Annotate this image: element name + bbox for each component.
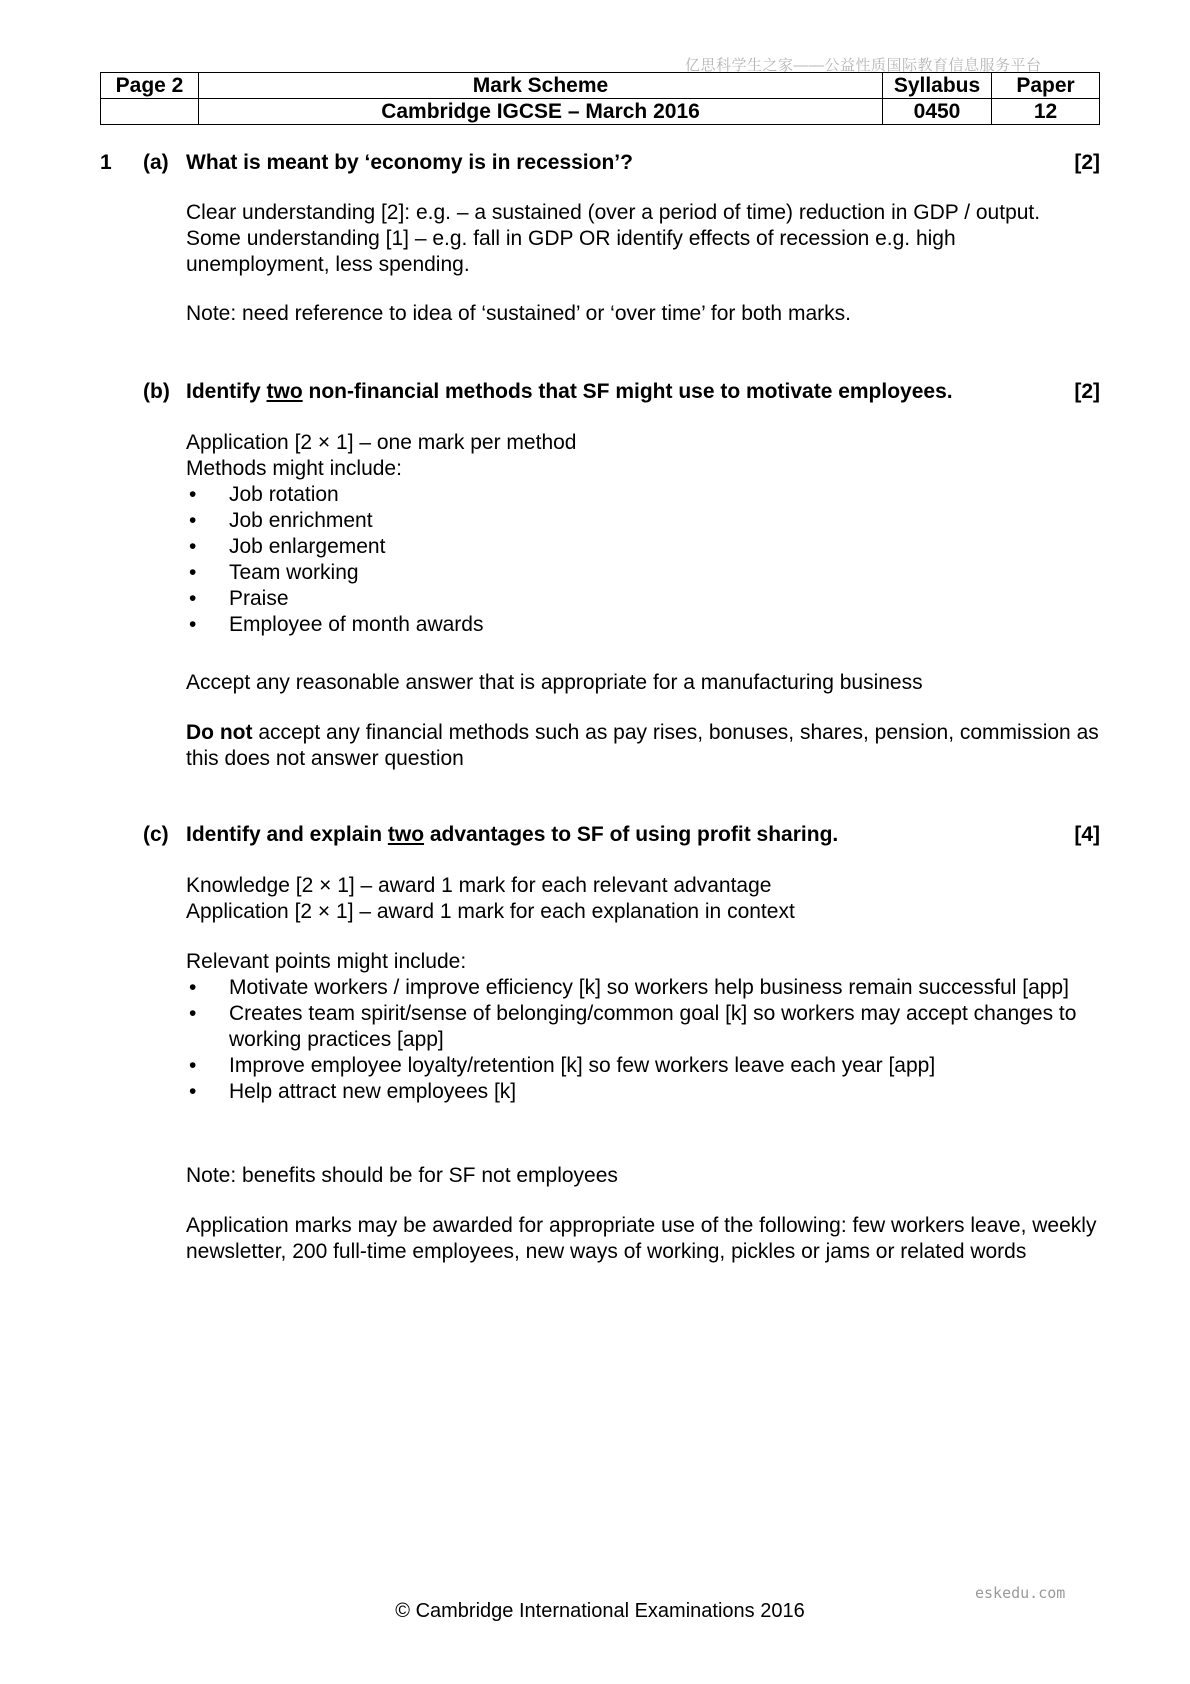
list-item: • Motivate workers / improve efficiency [k] so workers help business remain successful [app]: [189, 976, 1069, 999]
part-c-question-pre: Identify and explain: [186, 823, 388, 846]
footer-copyright: © Cambridge International Examinations 2016: [395, 1600, 805, 1622]
bullet-icon: •: [189, 976, 197, 999]
list-item: • Employee of month awards: [189, 613, 484, 636]
part-b-question-emphasis: two: [266, 380, 303, 403]
part-a-label: (a): [143, 151, 169, 174]
list-item: • Job rotation: [189, 483, 339, 506]
part-c-question-emphasis: two: [387, 823, 425, 846]
part-c-application: Application [2 × 1] – award 1 mark for each explanation in context: [186, 900, 795, 923]
bullet-icon: •: [189, 1002, 197, 1025]
part-c-points-list: [186, 975, 1101, 1105]
list-item: • Job enlargement: [189, 535, 386, 558]
paper-label: Paper: [992, 73, 1100, 99]
part-c-question-post: advantages to SF of using profit sharing.: [424, 823, 839, 846]
header-table: [100, 72, 1100, 125]
question-number: 1: [100, 151, 112, 174]
bullet-icon: •: [189, 535, 197, 558]
part-b-answer: [186, 430, 1101, 638]
part-a-note: Note: need reference to idea of ‘sustained’ or ‘over time’ for both marks.: [186, 302, 851, 325]
part-a-marks: [2]: [1074, 151, 1100, 174]
part-c-knowledge: Knowledge [2 × 1] – award 1 mark for each relevant advantage: [186, 874, 772, 897]
part-c-points: [186, 949, 1101, 1105]
bullet-icon: •: [189, 587, 197, 610]
list-item: • Team working: [189, 561, 359, 584]
part-c-marks: [4]: [1074, 823, 1100, 846]
list-item: • Creates team spirit/sense of belonging/common goal [k] so workers may accept changes to working practices [app]: [189, 1002, 1077, 1051]
list-item: • Improve employee loyalty/retention [k] so few workers leave each year [app]: [189, 1054, 936, 1077]
part-c-question: [186, 823, 838, 847]
part-c-note: Note: benefits should be for SF not employees: [186, 1164, 618, 1187]
do-not-text: accept any financial methods such as pay rises, bonuses, shares, pension, commission as this does not answer question: [186, 721, 1099, 770]
part-c-points-intro: Relevant points might include:: [186, 950, 467, 973]
part-b-accept: Accept any reasonable answer that is appropriate for a manufacturing business: [186, 671, 923, 694]
part-c-marking: [186, 873, 1101, 925]
document-title: Mark Scheme: [199, 73, 883, 99]
list-item: • Help attract new employees [k]: [189, 1080, 517, 1103]
part-b-question-post: non-financial methods that SF might use to motivate employees.: [302, 380, 953, 403]
paper-value: 12: [992, 99, 1100, 125]
bullet-icon: •: [189, 483, 197, 506]
part-a-some-understanding: Some understanding [1] – e.g. fall in GDP OR identify effects of recession e.g. high unemployment, less spending.: [186, 227, 956, 276]
part-b-methods-intro: Methods might include:: [186, 457, 402, 480]
part-a-clear-understanding: Clear understanding [2]: e.g. – a sustained (over a period of time) reduction in GDP / output.: [186, 201, 1041, 224]
part-c-application-marks: Application marks may be awarded for appropriate use of the following: few workers leave, weekly newsletter, 200 full-time employees, new ways of working, pickles or jams or related words: [186, 1214, 1097, 1263]
syllabus-label: Syllabus: [883, 73, 992, 99]
part-b-do-not: [186, 720, 1101, 772]
part-b-application: Application [2 × 1] – one mark per method: [186, 431, 577, 454]
watermark-top: 亿思科学生之家——公益性质国际教育信息服务平台: [685, 57, 1042, 74]
part-b-marks: [2]: [1074, 380, 1100, 403]
page-label: Page 2: [101, 73, 199, 99]
part-b-methods-list: [186, 482, 1101, 638]
bullet-icon: •: [189, 613, 197, 636]
part-a-answer: [186, 200, 1101, 278]
bullet-icon: •: [189, 561, 197, 584]
part-b-label: (b): [143, 380, 170, 403]
bullet-icon: •: [189, 1080, 197, 1103]
document-subtitle: Cambridge IGCSE – March 2016: [199, 99, 883, 125]
part-b-question: [186, 380, 953, 404]
list-item: • Praise: [189, 587, 289, 610]
empty-cell: [101, 99, 199, 125]
watermark-bottom: eskedu.com: [975, 1584, 1066, 1602]
syllabus-value: 0450: [883, 99, 992, 125]
bullet-icon: •: [189, 509, 197, 532]
part-b-question-pre: Identify: [186, 380, 267, 403]
part-c-label: (c): [143, 823, 169, 846]
part-a-question: What is meant by ‘economy is in recession’?: [186, 151, 633, 174]
do-not-emphasis: Do not: [186, 721, 253, 744]
list-item: • Job enrichment: [189, 509, 373, 532]
bullet-icon: •: [189, 1054, 197, 1077]
